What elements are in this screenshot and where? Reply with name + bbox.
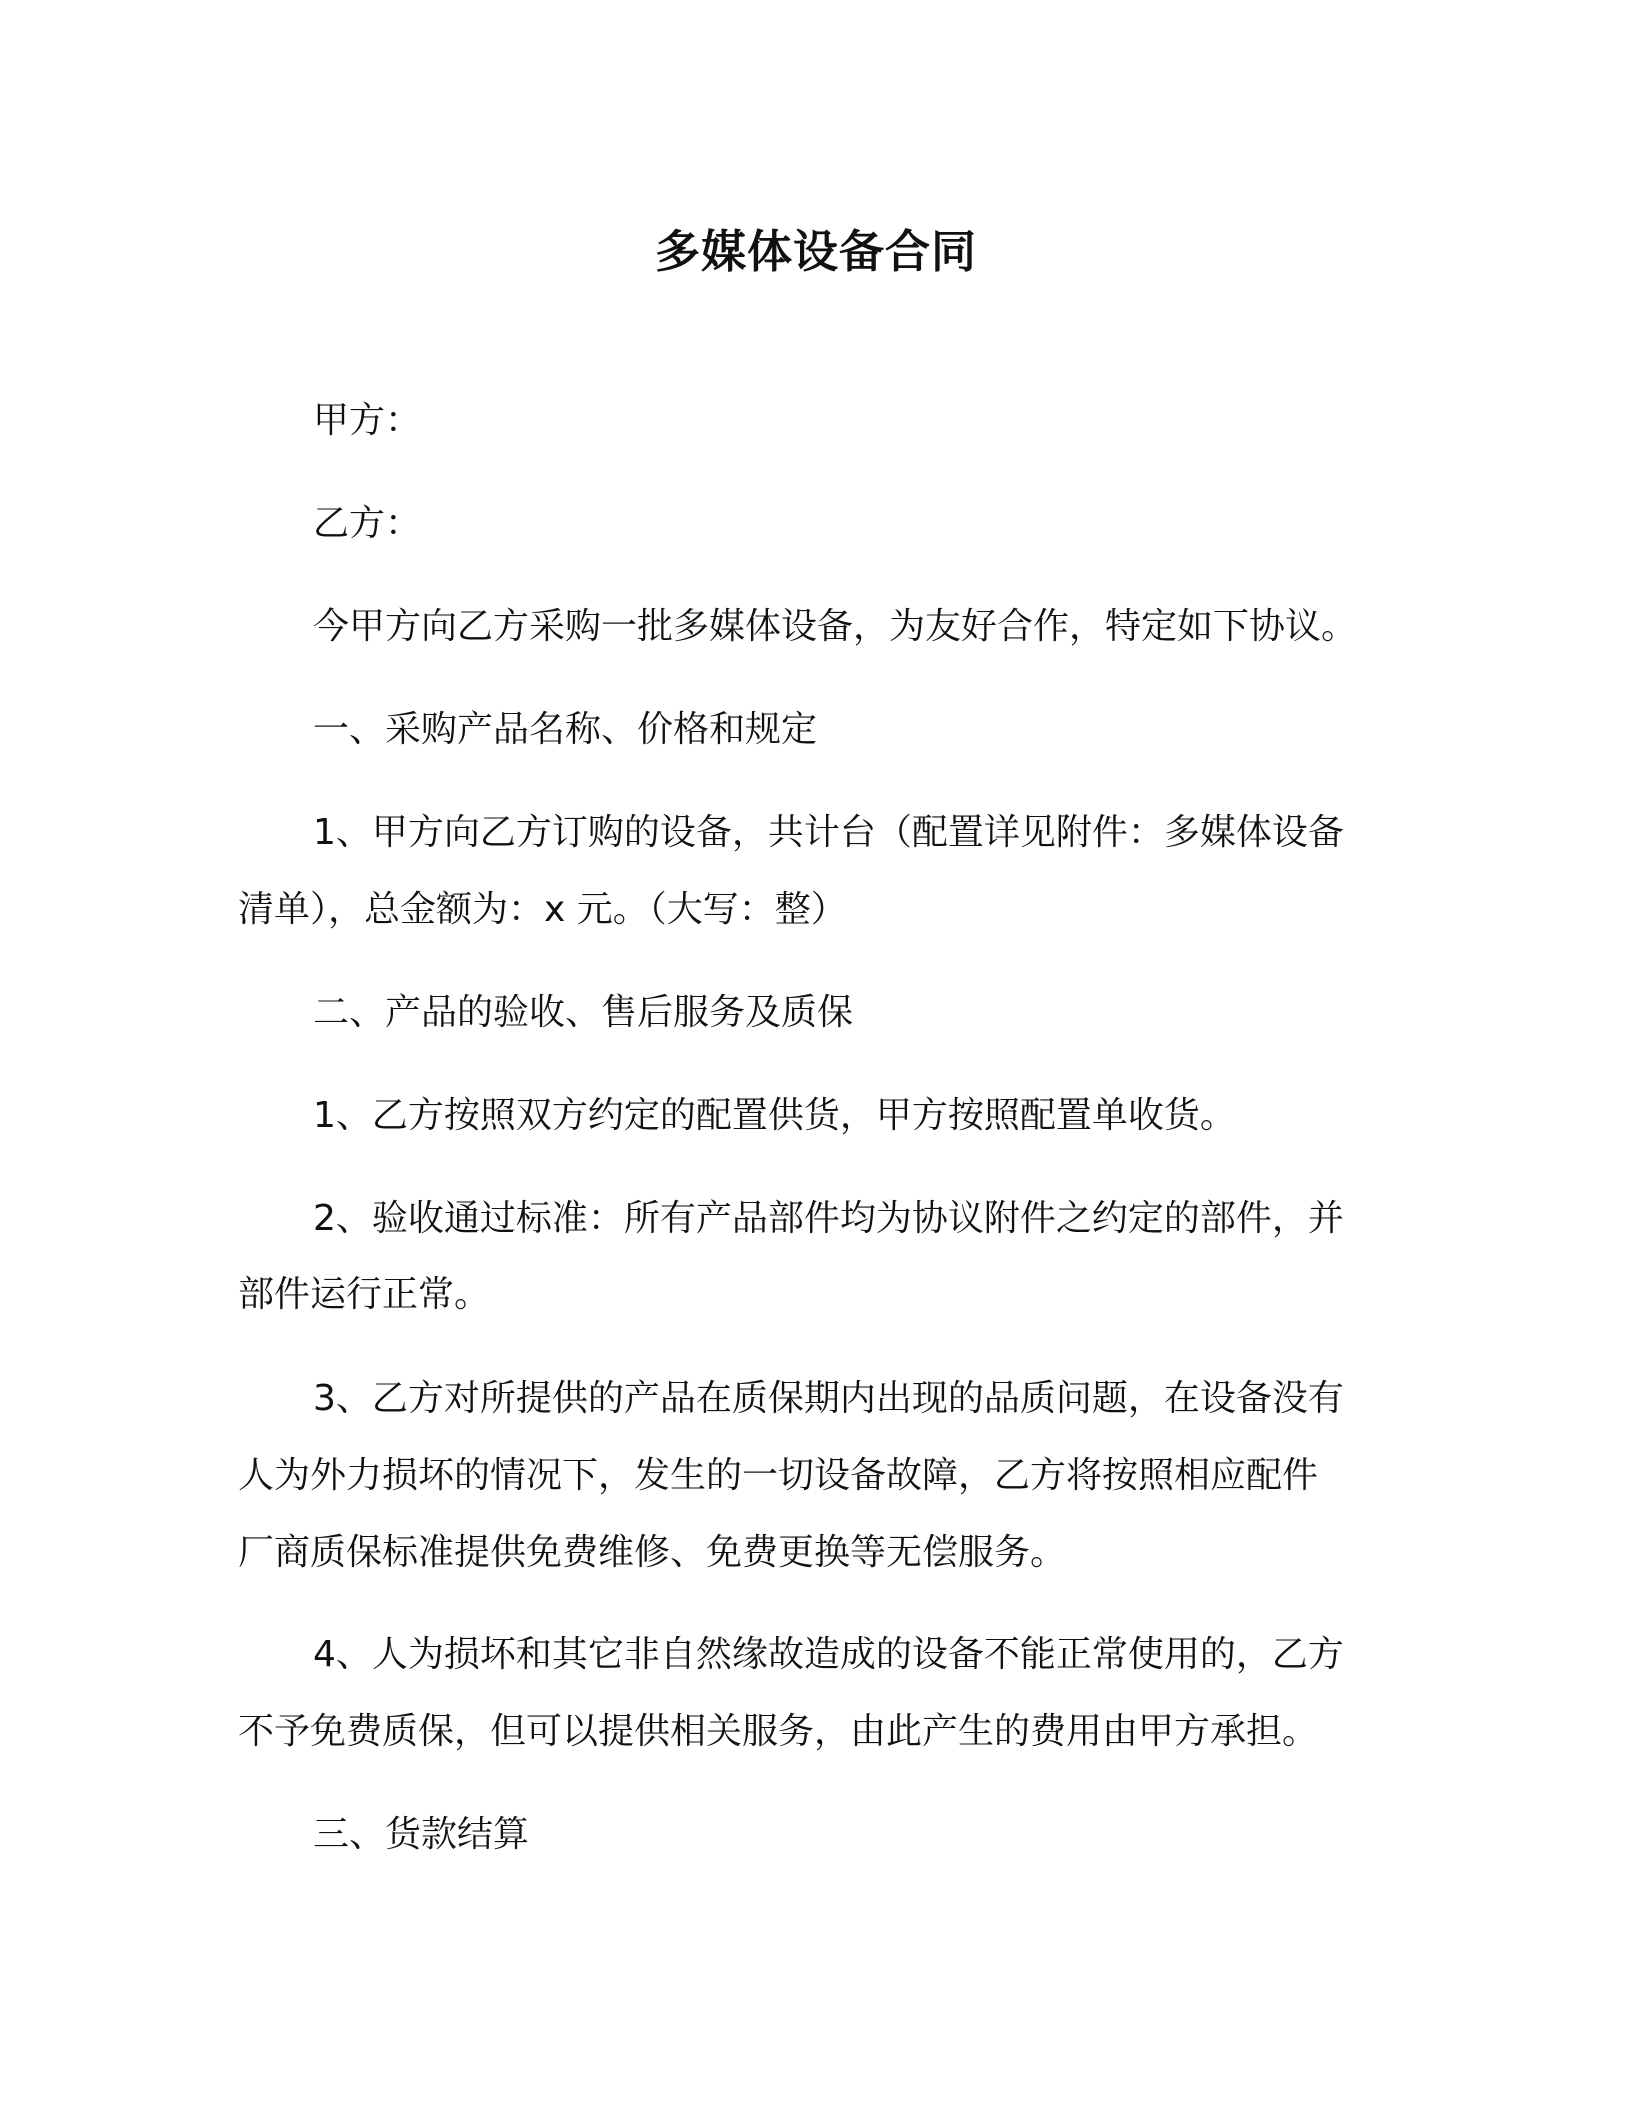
section-2-item-3-line-2: 人为外力损坏的情况下，发生的一切设备故障，乙方将按照相应配件 (238, 1455, 1319, 1496)
document-title: 多媒体设备合同 (654, 225, 977, 278)
section-1-item-1-line-1: 1、甲方向乙方订购的设备，共计台（配置详见附件：多媒体设备 (313, 812, 1344, 853)
section-1-heading: 一、采购产品名称、价格和规定 (313, 709, 818, 750)
section-2-item-4-line-1: 4、人为损坏和其它非自然缘故造成的设备不能正常使用的，乙方 (313, 1634, 1344, 1675)
section-2-item-2-line-2: 部件运行正常。 (238, 1274, 491, 1315)
section-2-item-1-line-1: 1、乙方按照双方约定的配置供货，甲方按照配置单收货。 (313, 1095, 1236, 1136)
section-3-heading: 三、货款结算 (313, 1814, 530, 1855)
party-b-label: 乙方： (313, 503, 422, 544)
section-2-item-2-line-1: 2、验收通过标准：所有产品部件均为协议附件之约定的部件，并 (313, 1198, 1344, 1239)
section-2-item-3-line-1: 3、乙方对所提供的产品在质保期内出现的品质问题，在设备没有 (313, 1378, 1344, 1419)
party-a-label: 甲方： (313, 400, 422, 441)
intro-paragraph: 今甲方向乙方采购一批多媒体设备，为友好合作，特定如下协议。 (313, 606, 1358, 647)
section-2-item-3-line-3: 厂商质保标准提供免费维修、免费更换等无偿服务。 (238, 1532, 1067, 1573)
section-1-item-1-line-2: 清单），总金额为：x 元。（大写：整） (238, 889, 847, 930)
section-2-heading: 二、产品的验收、售后服务及质保 (313, 992, 854, 1033)
section-2-item-4-line-2: 不予免费质保，但可以提供相关服务，由此产生的费用由甲方承担。 (238, 1711, 1319, 1752)
